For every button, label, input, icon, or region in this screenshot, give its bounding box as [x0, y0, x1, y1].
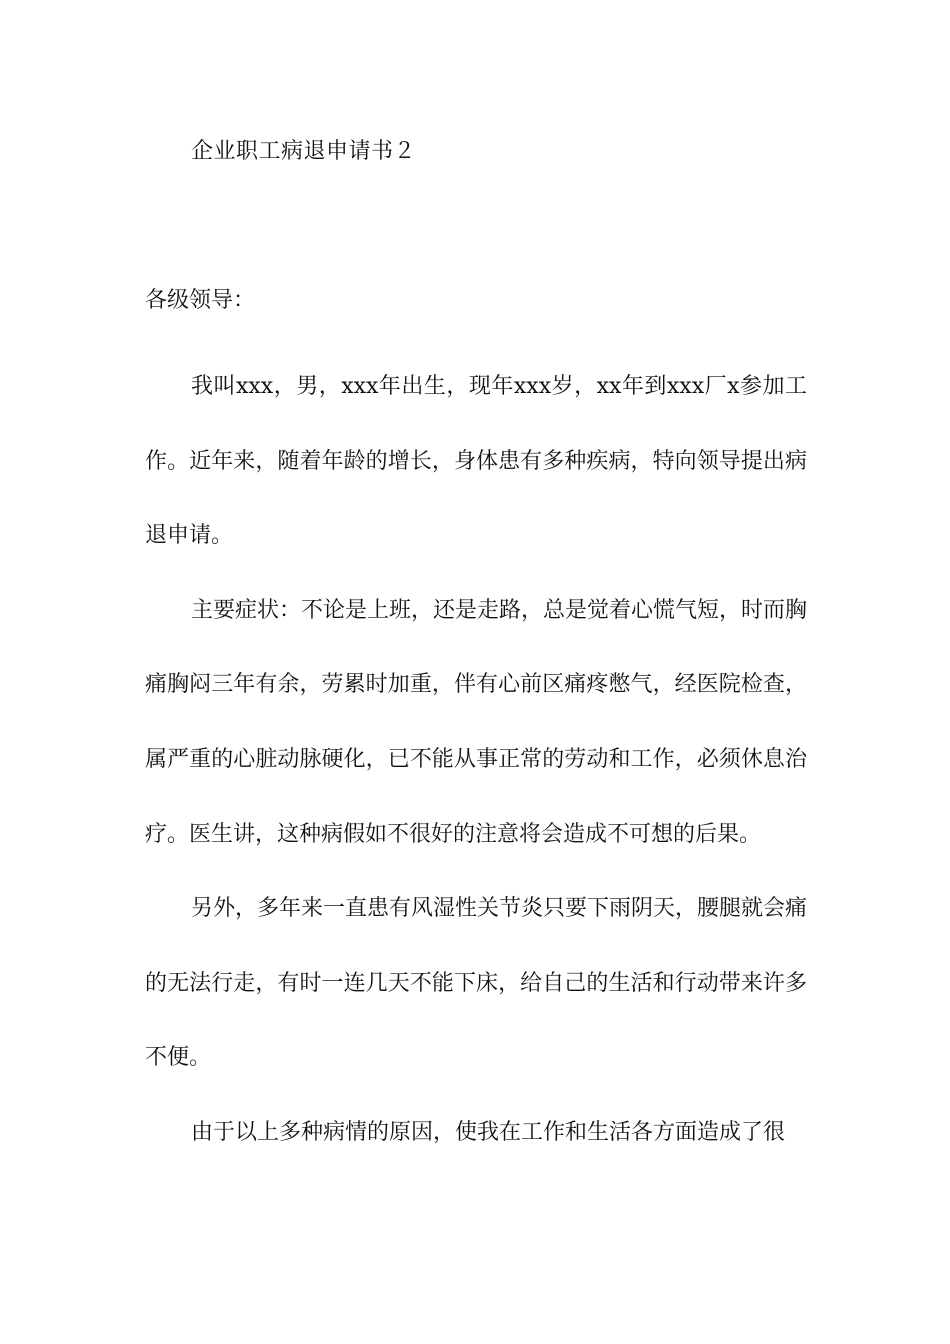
document-title: 企业职工病退申请书２	[191, 139, 417, 164]
document-body	[145, 350, 807, 1171]
paragraph-symptoms: 主要症状：不论是上班，还是走路，总是觉着心慌气短，时而胸痛胸闷三年有余，劳累时加重，伴有心前区痛疼憋气，经医院检查，属严重的心脏动脉硬化，已不能从事正常的劳动和工作，必须休息治疗。医生讲，这种病假如不很好的注意将会造成不可想的后果。	[145, 597, 808, 847]
salutation: 各级领导：	[145, 288, 256, 313]
paragraph-arthritis: 另外，多年来一直患有风湿性关节炎只要下雨阴天，腰腿就会痛的无法行走，有时一连几天不能下床，给自己的生活和行动带来许多不便。	[145, 896, 808, 1071]
paragraph-intro: 我叫xxx，男，xxx年出生，现年xxx岁，xx年到xxx厂x参加工作。近年来，随着年龄的增长，身体患有多种疾病，特向领导提出病退申请。	[145, 374, 807, 549]
paragraph-conclusion: 由于以上多种病情的原因，使我在工作和生活各方面造成了很	[191, 1119, 786, 1145]
